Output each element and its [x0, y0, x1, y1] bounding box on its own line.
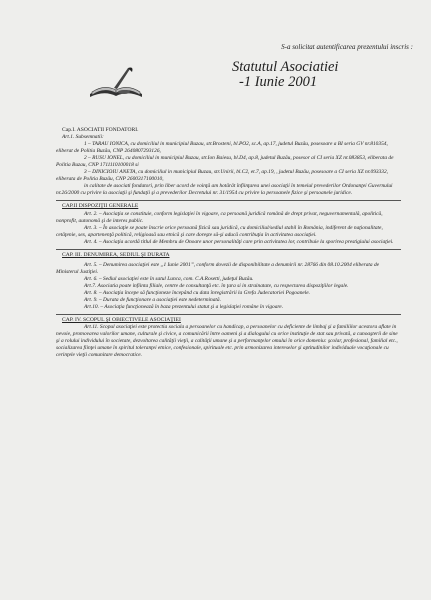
section-heading: Cap.I. ASOCIATII FONDATORI. [62, 127, 139, 133]
article: Art. 3. – În asociaţie se poate înscrie orice persoană fizică sau juridică, cu domiciliul/sediul stabil în România, indiferent de naţionalitate, cetăţenie, sex, apartenenţă politică, religioasă sau etnică şi care doreşte să-şi aducă contribuţia în activitatea asociaţiei. [56, 224, 383, 238]
document-title [232, 60, 338, 90]
article: Art.7. Asociatia poate infiinta filiale, centre de consultanţă etc. în ţara si in strainatate, cu respectarea dispoziţiilor legale. [84, 282, 349, 289]
title-line-2: -1 Iunie 2001 [239, 74, 318, 90]
article: Art. 5. – Denumirea asociaţiei este „1 Iunie 2001”, conform dovezii de disponibilitate a denumirii nr. 28766 din 08.10.2004 eliberata de Ministerul Justiţiei. [56, 261, 380, 275]
section-heading: CAP. IV. SCOPUL ŞI OBIECTIVELE ASOCIAŢIEI [62, 317, 181, 324]
section-heading: CAP. III. DENUMIREA, SEDIUL ŞI DURATA [62, 251, 170, 258]
section-heading: CAP.II DISPOZIŢII GENERALE [62, 203, 139, 210]
paragraph: 1 – TARAU IONICA, cu domiciliul in municipiul Buzau, str.Brosteni, bl.PO2, sc.A, ap.17, judetul Buzău, posesoare a BI seria GV nr.810354, eliberat de Politia Buzău, CNP 2640807293126, [56, 141, 388, 155]
divider [56, 314, 401, 315]
article: Art. 8. – Asociaţia începe să funcţioneze începând cu data înregistrării la Grefa Judecatoriei Pogoanele. [84, 289, 311, 296]
title-line-1: Statutul Asociatiei [232, 59, 339, 75]
article: Art. 9. – Durata de funcţionare a asociaţiei este nedeterminată. [84, 297, 221, 304]
paragraph: 3 – DINICIOIU ANETA, cu domiciliul in municipiul Buzau, str.Unirii, bl.C2, et.7, ap.19, , judetul Buzău, posesoare a CI seria XZ nr.093332, eliberata de Politia Buzău, CNP 2600317100010, [56, 169, 389, 183]
divider [56, 249, 401, 250]
article: Art.1. Subsemnatii: [62, 134, 104, 141]
document-body [56, 127, 401, 359]
authentication-note: S-a solicitat autentificarea prezentului inscris : [281, 43, 413, 51]
article: Art.10. – Asociaţia funcţionează în baza prezentului statut şi a legislaţiei române în vigoare. [84, 304, 284, 311]
article: Art. 4. – Asociaţia acordă titlul de Membru de Onoare unor personalităţi care prin activitatea lor, contribuie la sporirea prestigiului asociaţiei. [84, 238, 394, 245]
divider [56, 200, 401, 201]
article: Art. 6. – Sediul asociaţiei este în satul Lunca, com. C.A.Rosetti, judeţul Buzău. [84, 275, 254, 282]
paragraph: in calitate de asociati fondatori, prin liber acord de voinţă am hotărât înfiinţarea unei asociaţii în temeiul prevederilor Ordonanţei Guvernului nr.26/2000 cu privire la asociaţii şi fundaţii şi a prevederilor Decretului nr. 31/1954 cu privire la persoanele fizice şi persoanele juridice. [56, 183, 393, 197]
paragraph: 2 – RUSU IONEL, cu domiciliul in municipiul Buzau, str.Ion Baiesu, bl.D4, ap.8, judetul Buzău, posesor al CI seria XZ nr.083853, eliberata de Politia Buzau, CNP 1711110100018 si [56, 155, 394, 169]
open-book-quill-icon [84, 64, 148, 104]
article: Art.11. Scopul asociaţiei este protectia sociala a persoanelor cu handicap, a persoanelor cu deficiente de limbaj şi a familiilor acestora aflate in nevoie, promovarea valorilor umane, culturale şi civice, a comunicării între oameni şi a dialogului cu orice instituţie de stat sau privată, a cunoaşterii de sine şi a rolului individului în societate, dezvoltarea calităţii vieţii, a calităţii umane şi a performanţelor omului în orice domeniu: şcolar, profesional, familial etc., socializarea fiinţei umane în spiritul toleranţei etnice, confesionale, spirituale etc. prin armonizarea intereselor şi aptitudinilor individuale vocaţionale cu cerinţele vieţii comunitare democratice. [56, 324, 398, 359]
article: Art. 2. – Asociaţia se constituie, conform legislaţiei în vigoare, ca persoană juridică română de drept privat, neguvernamentală, apolitică, nonprofit, autonomă şi de interes public. [56, 210, 383, 224]
